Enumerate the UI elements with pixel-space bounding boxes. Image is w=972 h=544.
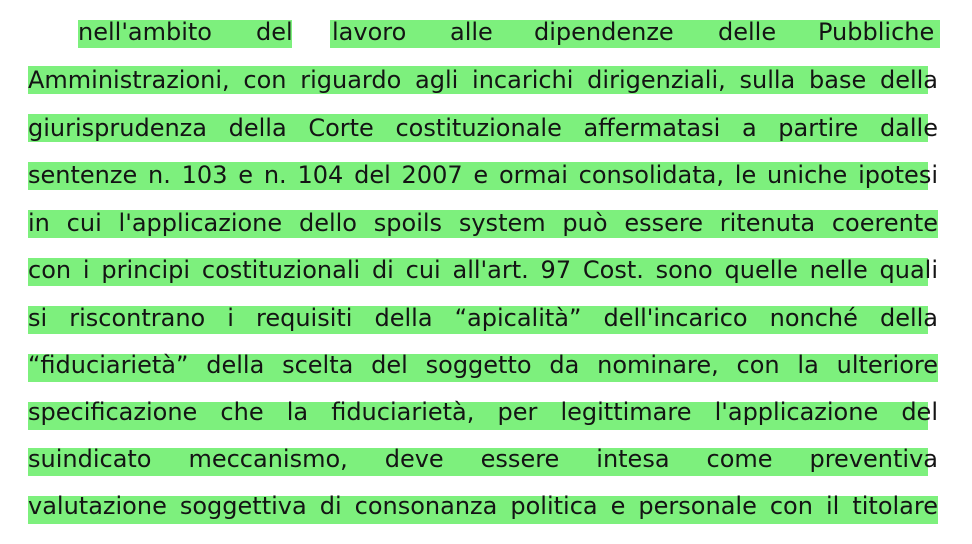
word: del: [256, 18, 293, 46]
word: delle: [718, 18, 777, 46]
text-line-11: valutazione soggettiva di consonanza politica e personale con il titolare: [28, 492, 938, 520]
word: alle: [450, 18, 493, 46]
text-line-5: in cui l'applicazione dello spoils system può essere ritenuta coerente: [28, 209, 938, 237]
text-line-2: Amministrazioni, con riguardo agli incarichi dirigenziali, sulla base della: [28, 66, 938, 94]
word: nell'ambito: [78, 18, 212, 46]
word: Pubbliche: [818, 18, 935, 46]
text-line-3: giurisprudenza della Corte costituzionale affermatasi a partire dalle: [28, 114, 938, 142]
text-line-7: si riscontrano i requisiti della “apicalità” dell'incarico nonché della: [28, 304, 938, 332]
text-line-6: con i principi costituzionali di cui all'art. 97 Cost. sono quelle nelle quali: [28, 256, 938, 284]
text-line-9: specificazione che la fiduciarietà, per legittimare l'applicazione del: [28, 398, 938, 426]
word: lavoro: [332, 18, 407, 46]
text-line-10: suindicato meccanismo, deve essere intesa come preventiva: [28, 445, 938, 473]
word: dipendenze: [534, 18, 674, 46]
text-line-1: [78, 16, 938, 48]
text-line-8: “fiduciarietà” della scelta del soggetto da nominare, con la ulteriore: [28, 351, 938, 379]
text-line-4: sentenze n. 103 e n. 104 del 2007 e ormai consolidata, le uniche ipotesi: [28, 161, 938, 189]
